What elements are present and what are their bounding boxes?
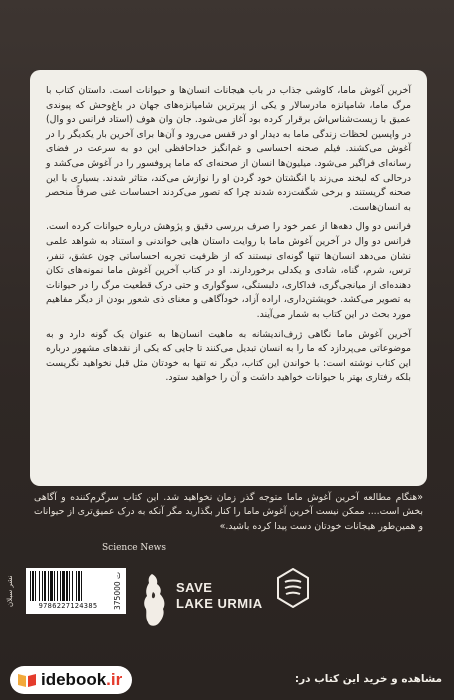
- description-paragraph-2: فرانس دو وال دهه‌ها از عمر خود را صرف بررسی دقیق و پژوهش درباره حیوانات کرده است. فرانس دو وال در آخرین آغوش ماما با روایت داستان هایی خواندنی و استناد به شواهد علمی نشان می‌دهد انسان‌ها تنها گونه‌ای نیستند که از ظرفیت تجربه احساساتی چون عشق، تنفر، ترس، شرم، گناه، شادی و یکدلی برخوردارند. او در کتاب آخرین آغوش ماما نمونه‌های تکان دهنده‌ای از میانجی‌گری، فداکاری، دلبستگی، سوگواری و حتی درک قطعیت مرگ را در حیوانات به تصویر می‌کشد. خویشتن‌داری، اراده آزاد، خودآگاهی و معنای ذی شعور بودن از دیگر مفاهیم مورد بحث در این کتاب به شمار می‌آیند.: [46, 221, 411, 320]
- lake-urmia-map-icon: [138, 572, 174, 628]
- review-quote-source: Science News: [102, 543, 166, 553]
- save-lake-urmia-text: [176, 580, 263, 612]
- save-lake-line2: LAKE URMIA: [176, 596, 263, 611]
- brand-tld: .ir: [106, 670, 123, 689]
- price-label: 375000 ت: [110, 568, 126, 614]
- description-paragraph-3: آخرین آغوش ماما نگاهی ژرف‌اندیشانه به ماهیت انسان‌ها به عنوان یک گونه دارد و به موضوعاتی می‌پردازد که ما را به انسان تبدیل می‌کنند تا جایی که یکی از نقدهای مشهور درباره این کتاب نوشته است: با خواندن این کتاب، دیگر نه تنها به خودتان مثل قبل نخواهید نگریست بلکه رفتاری بهتر با حیوانات خواهید داشت و آن را خواهید ستود.: [46, 328, 411, 384]
- review-quote-text: «هنگام مطالعه آخرین آغوش ماما متوجه گذر زمان نخواهید شد. این کتاب سرگرم‌کننده و آگاهی بخش است.... ممکن نیست آخرین آغوش ماما را کنار بگذارید مگر آنکه به درک عمیق‌تری از حیوانات و همین‌طور هیجانات خودتان دست پیدا کرده باشید.»: [34, 492, 423, 532]
- publisher-vertical-label: نشر سبلان: [6, 575, 14, 607]
- idebook-logo[interactable]: [10, 666, 132, 694]
- watermark-persian-text: مشاهده و خرید این کتاب در:: [294, 673, 442, 685]
- save-lake-line1: SAVE: [176, 580, 213, 595]
- site-watermark: [0, 666, 454, 694]
- brand-name: idebook: [41, 670, 107, 689]
- book-icon: [16, 671, 38, 689]
- barcode-bars: [30, 571, 106, 601]
- isbn-number: 9786227124385: [38, 602, 98, 610]
- description-paragraph-1: آخرین آغوش ماما، کاوشی جذاب در باب هیجانات انسان‌ها و حیوانات است. داستان کتاب با مرگ ماما، شامپانزه مادرسالار و یکی از پیرترین شامپانزه‌های جهان در باغ‌وحش که پیوندی عمیق با زیست‌شناس‌اش برقرار کرده بود آغاز می‌شود. جان وان هوف (استاد فرانس دو وال) در واپسین لحظات زندگی ماما به دیدار او در قفس می‌رود و آن‌ها برای آخرین بار یکدیگر را در آغوش می‌کشند. فیلم صحنه احساسی و غم‌انگیز خداحافظی این دو به سرعت در فضای رسانه‌ای فراگیر می‌شود. میلیون‌ها انسان از صحنه‌ای که ماما پروفسور را در آغوش می‌کشد و درحالی که لبخند می‌زند با انگشتان خود گردن او را نوازش می‌کند، متاثر شدند. بسیاری با این صحنه گریستند و برخی شگفت‌زده شدند چرا که تصور می‌کردند احساسات غنی صرفاً منحصر به انسان‌هاست.: [46, 85, 411, 213]
- description-panel: [30, 70, 427, 486]
- review-quote: [30, 491, 427, 561]
- isbn-barcode: [26, 568, 110, 614]
- publisher-logo: [276, 568, 310, 608]
- barcode-bar: [81, 571, 82, 601]
